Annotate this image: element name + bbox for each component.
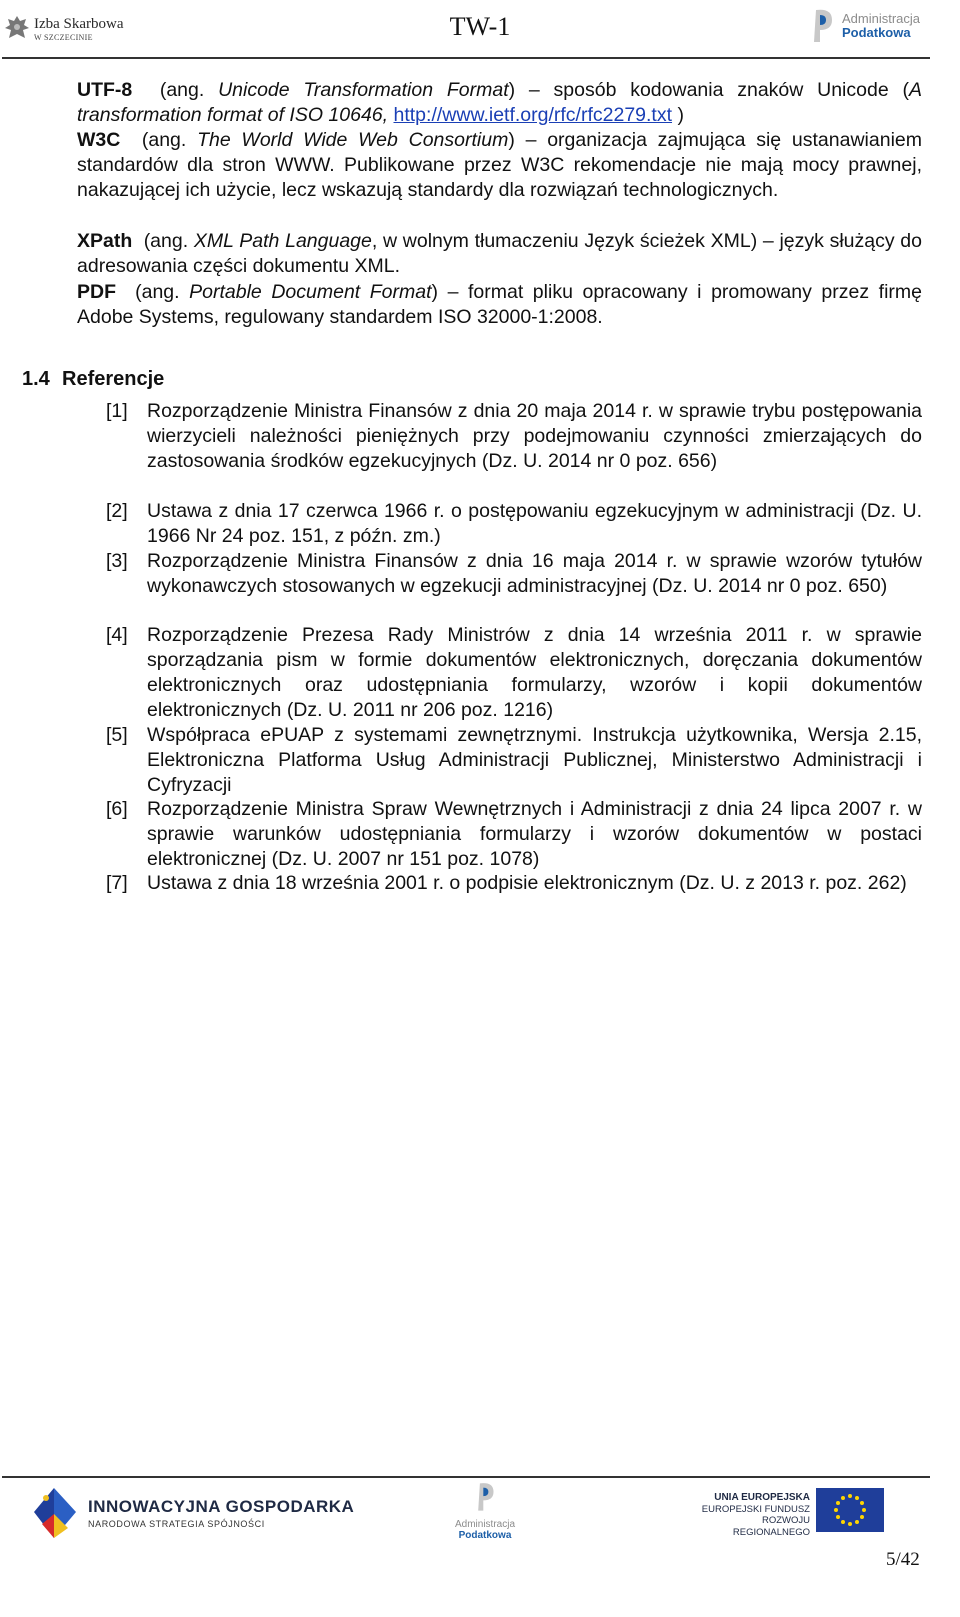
- reference-text: Rozporządzenie Prezesa Rady Ministrów z dnia 14 września 2011 r. w sprawie sporządzania pism w formie dokumentów elektronicznych, doręczania dokumentów elektronicznych oraz udostępniania formularzy, wzorów i kopii dokumentów elektronicznych (Dz. U. 2011 nr 206 poz. 1216): [147, 624, 922, 721]
- definition-xpath: [77, 229, 922, 279]
- definition-italic: Unicode Transformation Format: [218, 79, 509, 101]
- definition-text: (ang.: [141, 129, 198, 151]
- definition-italic: Portable Document Format: [189, 281, 432, 303]
- ig-emblem-icon: [30, 1484, 80, 1542]
- reference-number: [6]: [106, 798, 128, 820]
- section-number: 1.4: [22, 368, 50, 390]
- definition-text: , w wolnym tłumaczeniu Język ścieżek XML) – język służący do adresowania części dokumentu XML.: [77, 230, 922, 277]
- reference-item: [106, 871, 922, 896]
- izba-city: W SZCZECINIE: [34, 32, 93, 42]
- definition-pdf: [77, 280, 922, 330]
- administracja-podatkowa-logo: [806, 6, 920, 46]
- definition-term: UTF-8: [77, 79, 133, 101]
- reference-text: Rozporządzenie Ministra Spraw Wewnętrznych i Administracji z dnia 24 lipca 2007 r. w sprawie warunków udostępniania formularzy i wzorów dokumentów w postaci elektronicznej (Dz. U. 2007 nr 151 poz. 1078): [147, 798, 922, 870]
- reference-text: Rozporządzenie Ministra Finansów z dnia 20 maja 2014 r. w sprawie trybu postępowania wierzycieli należności pieniężnych przy podejmowaniu czynności zmierzających do zastosowania środków egzekucyjnych (Dz. U. 2014 nr 0 poz. 656): [147, 400, 922, 472]
- reference-number: [4]: [106, 624, 128, 646]
- reference-item: [106, 399, 922, 474]
- reference-item: [106, 797, 922, 872]
- ap-logo-icon: [468, 1480, 502, 1514]
- ap-line2: Podatkowa: [841, 25, 911, 40]
- definition-text: ) – organizacja zajmująca się ustanawianiem standardów dla stron WWW. Publikowane przez W3C rekomendacje nie mają mocy prawnej, nakazującej ich użycie, lecz wskazują standardy dla rozwiązań technologicznych.: [77, 129, 922, 201]
- ap-line1: Administracja: [841, 11, 920, 27]
- ap-footer-line1: Administracja: [454, 1519, 516, 1530]
- reference-number: [1]: [106, 400, 128, 422]
- definition-text: (ang.: [143, 230, 194, 252]
- eu-line2: EUROPEJSKI FUNDUSZ: [701, 1504, 810, 1515]
- definition-text: (ang.: [159, 79, 219, 101]
- reference-number: [2]: [106, 500, 128, 522]
- rfc-link[interactable]: http://www.ietf.org/rfc/rfc2279.txt: [393, 104, 673, 126]
- innowacyjna-gospodarka-logo: [30, 1484, 354, 1542]
- definition-text: ) – sposób kodowania znaków Unicode (: [508, 79, 909, 101]
- eu-line3: ROZWOJU REGIONALNEGO: [732, 1515, 810, 1538]
- reference-number: [7]: [106, 872, 128, 894]
- ap-logo-icon: [806, 6, 838, 46]
- document-title: TW-1: [449, 12, 511, 41]
- definition-italic: A transformation format of ISO 10646,: [77, 79, 922, 126]
- reference-number: [3]: [106, 550, 128, 572]
- ig-title: INNOWACYJNA GOSPODARKA: [88, 1497, 355, 1516]
- reference-number: [5]: [106, 724, 128, 746]
- footer-divider: [2, 1476, 930, 1478]
- definition-term: W3C: [77, 129, 121, 151]
- definition-term: PDF: [77, 281, 116, 303]
- definition-utf8: [77, 78, 922, 128]
- reference-item: [106, 549, 922, 599]
- reference-text: Rozporządzenie Ministra Finansów z dnia 16 maja 2014 r. w sprawie wzorów tytułów wykonawczych stosowanych w egzekucji administracyjnej (Dz. U. 2014 nr 0 poz. 650): [147, 550, 922, 597]
- header-divider: [2, 57, 930, 59]
- ig-subtitle: NARODOWA STRATEGIA SPÓJNOŚCI: [88, 1519, 265, 1529]
- reference-item: [106, 623, 922, 723]
- section-heading: [22, 368, 164, 391]
- reference-item: [106, 499, 922, 549]
- section-title: Referencje: [62, 368, 165, 390]
- reference-text: Ustawa z dnia 18 września 2001 r. o podpisie elektronicznym (Dz. U. z 2013 r. poz. 262): [147, 872, 907, 894]
- definition-w3c: [77, 128, 922, 203]
- eu-line1: UNIA EUROPEJSKA: [714, 1492, 810, 1503]
- reference-text: Ustawa z dnia 17 czerwca 1966 r. o postępowaniu egzekucyjnym w administracji (Dz. U. 1966 Nr 24 poz. 151, z późn. zm.): [147, 500, 922, 547]
- eu-flag-icon: [816, 1488, 884, 1532]
- definition-term: XPath: [77, 230, 133, 252]
- definition-text: (ang.: [135, 281, 190, 303]
- administracja-podatkowa-footer-logo: [450, 1480, 520, 1541]
- page-number: 5/42: [886, 1549, 920, 1570]
- reference-text: Współpraca ePUAP z systemami zewnętrznymi. Instrukcja użytkownika, Wersja 2.15, Elektroniczna Platforma Usług Administracji Publicznej, Ministerstwo Administracji i Cyfryzacji: [147, 724, 922, 796]
- izba-name: Izba Skarbowa: [34, 15, 124, 32]
- definition-text: ): [672, 104, 684, 126]
- eu-fund-text: [686, 1492, 810, 1538]
- definition-text: ) – format pliku opracowany i promowany przez firmę Adobe Systems, regulowany standardem ISO 32000-1:2008.: [77, 281, 922, 328]
- ap-footer-line2: Podatkowa: [458, 1530, 512, 1541]
- reference-item: [106, 723, 922, 798]
- page-header: [0, 0, 960, 56]
- definition-italic: XML Path Language: [193, 230, 372, 252]
- definition-italic: The World Wide Web Consortium: [197, 129, 509, 151]
